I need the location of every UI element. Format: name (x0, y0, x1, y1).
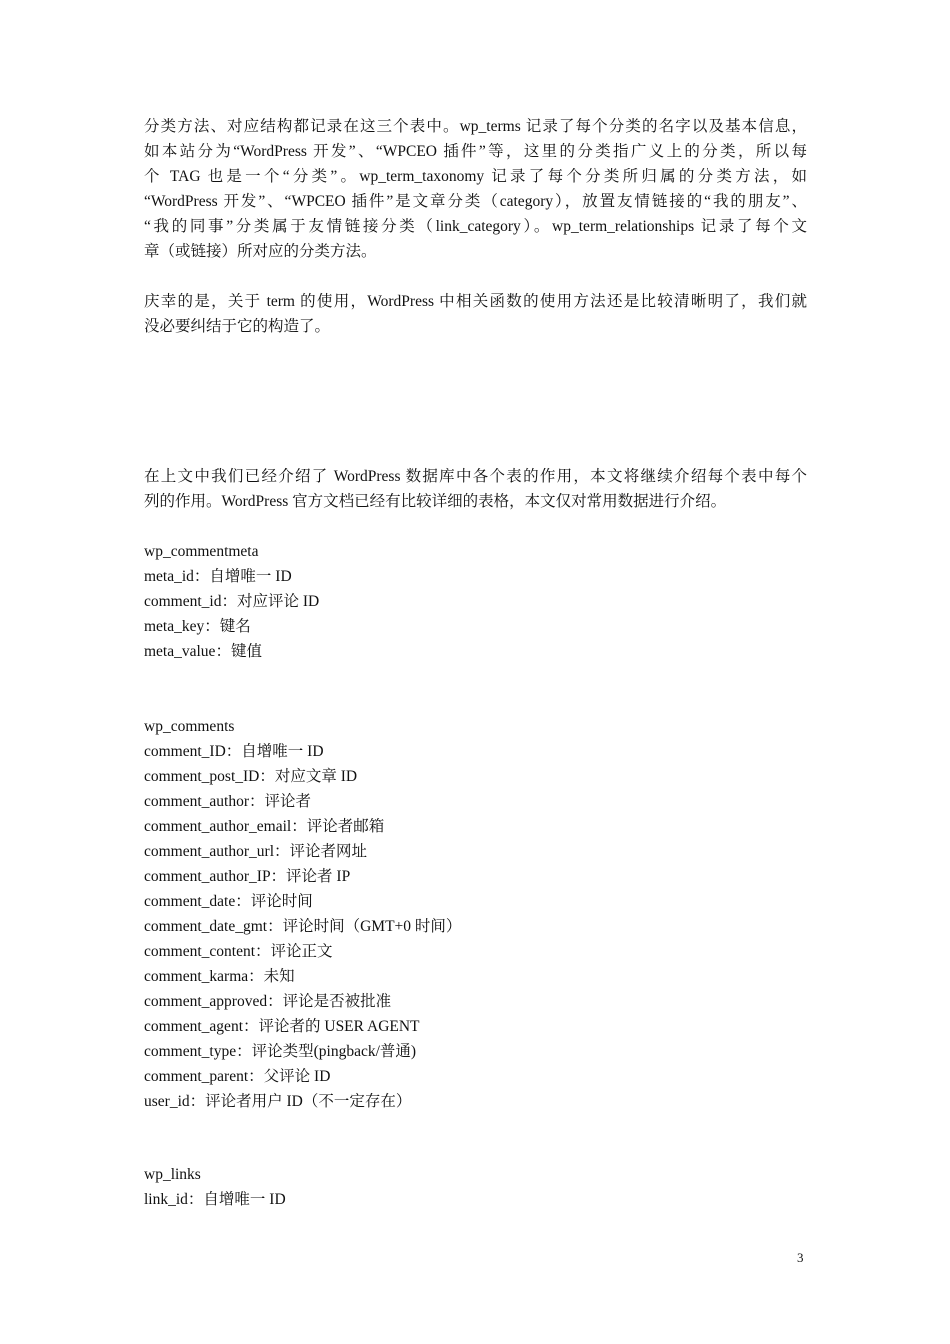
paragraph-line: 没必要纠结于它的构造了。 (144, 318, 331, 335)
intro-paragraph (144, 114, 807, 264)
table-name: wp_comments (144, 718, 235, 735)
table-name: wp_commentmeta (144, 543, 259, 560)
paragraph-line: 在上文中我们已经介绍了 WordPress 数据库中各个表的作用，本文将继续介绍每个表中每个 (144, 468, 807, 485)
table-name: wp_links (144, 1166, 201, 1183)
column-description: comment_author_url：评论者网址 (144, 843, 367, 860)
page-number: 3 (797, 1250, 804, 1265)
column-description: comment_date：评论时间 (144, 893, 313, 910)
paragraph-line: 分类方法、对应结构都记录在这三个表中。wp_terms 记录了每个分类的名字以及基本信息， (144, 118, 807, 135)
table-section-wp-links (144, 1162, 807, 1212)
paragraph-line: 列的作用。WordPress 官方文档已经有比较详细的表格，本文仅对常用数据进行介绍。 (144, 493, 727, 510)
column-description: meta_id：自增唯一 ID (144, 568, 292, 585)
column-description: comment_author：评论者 (144, 793, 312, 810)
column-description: comment_author_IP：评论者 IP (144, 868, 351, 885)
second-paragraph (144, 289, 807, 339)
paragraph-line: “我的同事”分类属于友情链接分类（link_category）。wp_term_relationships 记录了每个文 (144, 218, 807, 235)
third-paragraph (144, 464, 807, 514)
column-description: comment_author_email：评论者邮箱 (144, 818, 385, 835)
paragraph-line: “WordPress 开发”、“WPCEO 插件”是文章分类（category），放置友情链接的“我的朋友”、 (144, 193, 807, 210)
column-description: comment_parent：父评论 ID (144, 1068, 331, 1085)
column-description: comment_ID：自增唯一 ID (144, 743, 324, 760)
paragraph-line: 庆幸的是，关于 term 的使用，WordPress 中相关函数的使用方法还是比较清晰明了，我们就 (144, 293, 807, 310)
table-section-wp-comments (144, 714, 807, 1114)
paragraph-line: 如本站分为“WordPress 开发”、“WPCEO 插件”等，这里的分类指广义上的分类，所以每 (144, 143, 807, 160)
column-description: comment_agent：评论者的 USER AGENT (144, 1018, 420, 1035)
column-description: user_id：评论者用户 ID（不一定存在） (144, 1093, 412, 1110)
column-description: link_id：自增唯一 ID (144, 1191, 286, 1208)
column-description: comment_post_ID：对应文章 ID (144, 768, 358, 785)
column-description: comment_karma：未知 (144, 968, 295, 985)
paragraph-line: 章（或链接）所对应的分类方法。 (144, 243, 377, 260)
column-description: meta_value：键值 (144, 643, 262, 660)
table-section-wp-commentmeta (144, 539, 807, 664)
column-description: comment_approved：评论是否被批准 (144, 993, 392, 1010)
column-description: meta_key：键名 (144, 618, 251, 635)
column-description: comment_content：评论正文 (144, 943, 333, 960)
paragraph-line: 个 TAG 也是一个“分类”。wp_term_taxonomy 记录了每个分类所归属的分类方法，如 (144, 168, 807, 185)
column-description: comment_date_gmt：评论时间（GMT+0 时间） (144, 918, 462, 935)
column-description: comment_type：评论类型(pingback/普通) (144, 1043, 417, 1060)
column-description: comment_id：对应评论 ID (144, 593, 320, 610)
